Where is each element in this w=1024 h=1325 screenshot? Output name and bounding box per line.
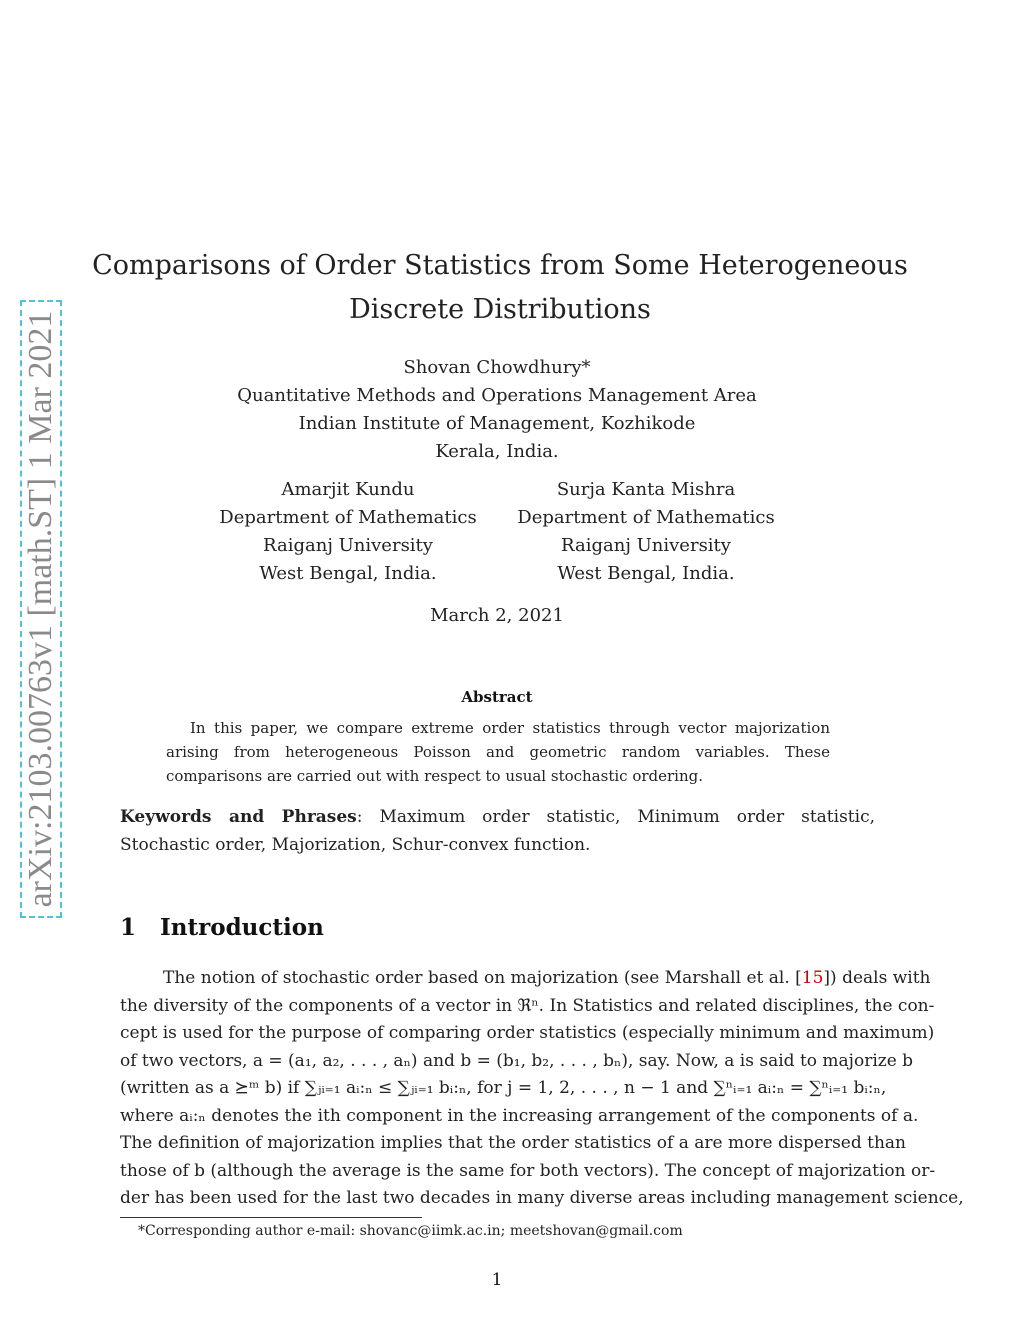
arxiv-stamp: arXiv:2103.00763v1 [math.ST] 1 Mar 2021 — [22, 310, 59, 908]
author-3-place: West Bengal, India. — [557, 563, 735, 584]
abstract-text: In this paper, we compare extreme order statistics through vector majorization arising from heterogeneous Poisson and geometric random variables. These comparisons are carried out with respect to usual stochastic ordering. — [166, 719, 830, 785]
keywords — [120, 803, 875, 859]
author-2-name: Amarjit Kundu — [281, 479, 415, 500]
section-heading — [120, 914, 324, 941]
author-2-place: West Bengal, India. — [259, 563, 437, 584]
keywords-text: : Maximum order statistic, Minimum order statistic, Stochastic order, Majorization, Schur-convex function. — [120, 807, 875, 855]
intro-line: those of b (although the average is the same for both vectors). The concept of majorization or- — [120, 1160, 936, 1181]
section-title: Introduction — [160, 914, 324, 941]
paper-date: March 2, 2021 — [430, 605, 564, 626]
author-2-block — [218, 476, 478, 588]
intro-line — [120, 965, 931, 993]
author-2-dept: Department of Mathematics — [219, 507, 477, 528]
author-3-institute: Raiganj University — [561, 535, 731, 556]
intro-line: where aᵢ:ₙ denotes the ith component in the increasing arrangement of the components of a. — [120, 1105, 919, 1126]
citation-link[interactable]: 15 — [801, 968, 824, 988]
author-3-dept: Department of Mathematics — [517, 507, 775, 528]
abstract-heading: Abstract — [461, 688, 533, 706]
intro-line-text: ]) deals with — [823, 968, 931, 988]
author-1-institute: Indian Institute of Management, Kozhikode — [298, 413, 696, 434]
author-1-place: Kerala, India. — [435, 441, 559, 462]
section-number: 1 — [120, 914, 137, 941]
paper-title-line-1: Comparisons of Order Statistics from Some Heterogeneous — [92, 250, 908, 281]
intro-line: the diversity of the components of a vector in ℜⁿ. In Statistics and related disciplines, the con- — [120, 995, 935, 1016]
author-3-block — [516, 476, 776, 588]
intro-line-text: The notion of stochastic order based on majorization (see Marshall et al. [ — [163, 968, 802, 988]
author-3-name: Surja Kanta Mishra — [556, 479, 736, 500]
keywords-label: Keywords and Phrases — [120, 807, 357, 827]
intro-line: The definition of majorization implies that the order statistics of a are more dispersed than — [120, 1133, 907, 1153]
footnote: *Corresponding author e-mail: shovanc@iimk.ac.in; meetshovan@gmail.com — [138, 1223, 683, 1239]
intro-paragraph — [120, 965, 964, 1213]
intro-line: of two vectors, a = (a₁, a₂, . . . , aₙ) and b = (b₁, b₂, . . . , bₙ), say. Now, a is said to majorize b — [120, 1050, 914, 1071]
intro-line: der has been used for the last two decades in many diverse areas including management science, — [120, 1188, 964, 1208]
author-1-name: Shovan Chowdhury* — [403, 357, 591, 378]
author-1-dept: Quantitative Methods and Operations Management Area — [237, 385, 757, 406]
paper-title-line-2: Discrete Distributions — [349, 294, 651, 325]
footnote-rule — [120, 1217, 422, 1218]
intro-line: (written as a ⪰ᵐ b) if ∑ⱼᵢ₌₁ aᵢ:ₙ ≤ ∑ⱼᵢ₌₁ bᵢ:ₙ, for j = 1, 2, . . . , n − 1 and ∑ⁿᵢ₌₁ aᵢ:ₙ = ∑ⁿᵢ₌₁ bᵢ:ₙ, — [120, 1078, 887, 1098]
author-2-institute: Raiganj University — [263, 535, 433, 556]
page-number: 1 — [491, 1270, 503, 1290]
intro-line: cept is used for the purpose of comparing order statistics (especially minimum and maximum) — [120, 1023, 935, 1043]
